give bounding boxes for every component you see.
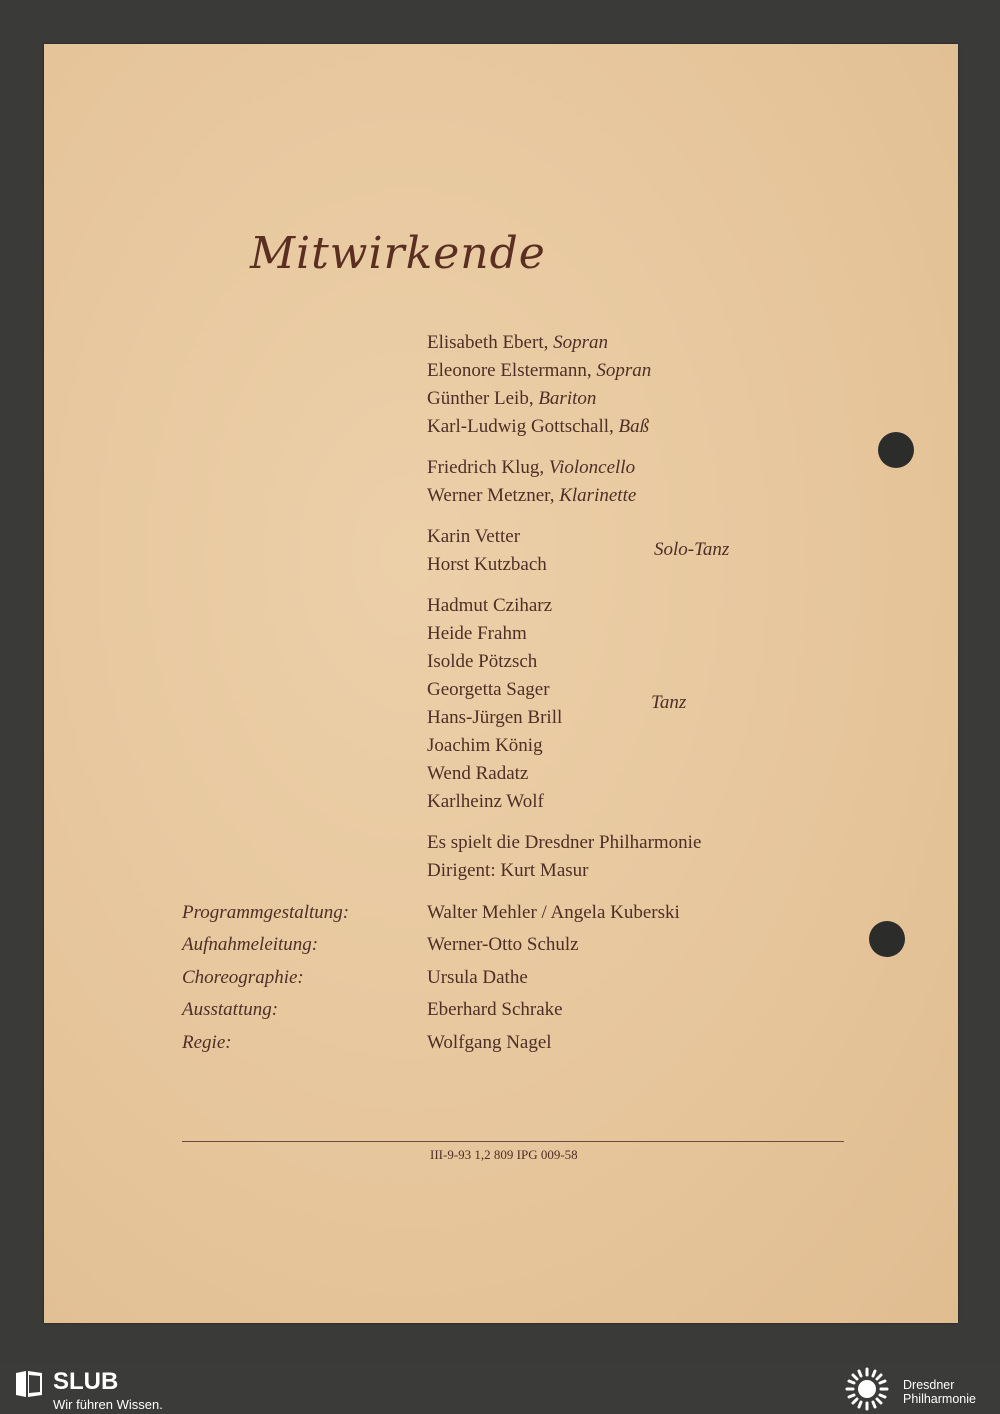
partner-name-line1: Dresdner	[903, 1378, 955, 1392]
credit-label: Choreographie:	[182, 967, 304, 988]
instrumentalists-list	[427, 454, 636, 510]
solo-dance-label: Solo-Tanz	[654, 539, 730, 560]
philharmonie-sun-icon[interactable]	[842, 1366, 892, 1412]
orchestra-line: Es spielt die Dresdner Philharmonie	[427, 832, 702, 853]
list-item: Günther Leib, Bariton	[427, 388, 597, 409]
soloists-list	[427, 329, 651, 441]
credit-row	[182, 967, 832, 999]
dance-label: Tanz	[651, 692, 687, 713]
credit-label: Aufnahmeleitung:	[182, 934, 319, 955]
credit-row	[182, 999, 832, 1031]
list-item: Isolde Pötzsch	[427, 651, 538, 672]
punch-hole-bottom	[869, 921, 905, 957]
orchestra-block	[427, 829, 701, 885]
list-item: Werner Metzner, Klarinette	[427, 485, 637, 506]
credit-row	[182, 1032, 832, 1064]
credit-value: Walter Mehler / Angela Kuberski	[427, 902, 680, 923]
print-imprint: III-9-93 1,2 809 IPG 009-58	[430, 1147, 578, 1162]
conductor-line: Dirigent: Kurt Masur	[427, 860, 589, 881]
list-item: Hadmut Cziharz	[427, 595, 553, 616]
credit-label: Programmgestaltung:	[182, 902, 350, 923]
list-item: Karlheinz Wolf	[427, 791, 544, 812]
credit-row	[182, 902, 832, 934]
slub-logo-icon[interactable]	[14, 1369, 44, 1399]
credit-value: Eberhard Schrake	[427, 999, 563, 1020]
page-heading: Mitwirkende	[250, 228, 546, 279]
credit-value: Wolfgang Nagel	[427, 1032, 552, 1053]
library-name[interactable]: SLUB	[53, 1368, 119, 1395]
credit-label: Ausstattung:	[182, 999, 279, 1020]
list-item: Elisabeth Ebert, Sopran	[427, 332, 609, 353]
list-item: Hans-Jürgen Brill	[427, 707, 563, 728]
credit-row	[182, 934, 832, 966]
credit-label: Regie:	[182, 1032, 232, 1053]
list-item: Eleonore Elstermann, Sopran	[427, 360, 652, 381]
solo-dance-list	[427, 523, 547, 579]
list-item: Georgetta Sager	[427, 679, 550, 700]
list-item: Karl-Ludwig Gottschall, Baß	[427, 416, 650, 437]
list-item: Karin Vetter	[427, 526, 521, 547]
dance-list	[427, 592, 562, 816]
list-item: Heide Frahm	[427, 623, 527, 644]
library-claim: Wir führen Wissen.	[53, 1397, 163, 1412]
punch-hole-top	[878, 432, 914, 468]
list-item: Friedrich Klug, Violoncello	[427, 457, 636, 478]
list-item: Wend Radatz	[427, 763, 529, 784]
credit-value: Werner-Otto Schulz	[427, 934, 579, 955]
list-item: Horst Kutzbach	[427, 554, 547, 575]
list-item: Joachim König	[427, 735, 543, 756]
credit-value: Ursula Dathe	[427, 967, 528, 988]
partner-name-line2: Philharmonie	[903, 1392, 976, 1406]
footer-divider	[182, 1141, 844, 1142]
